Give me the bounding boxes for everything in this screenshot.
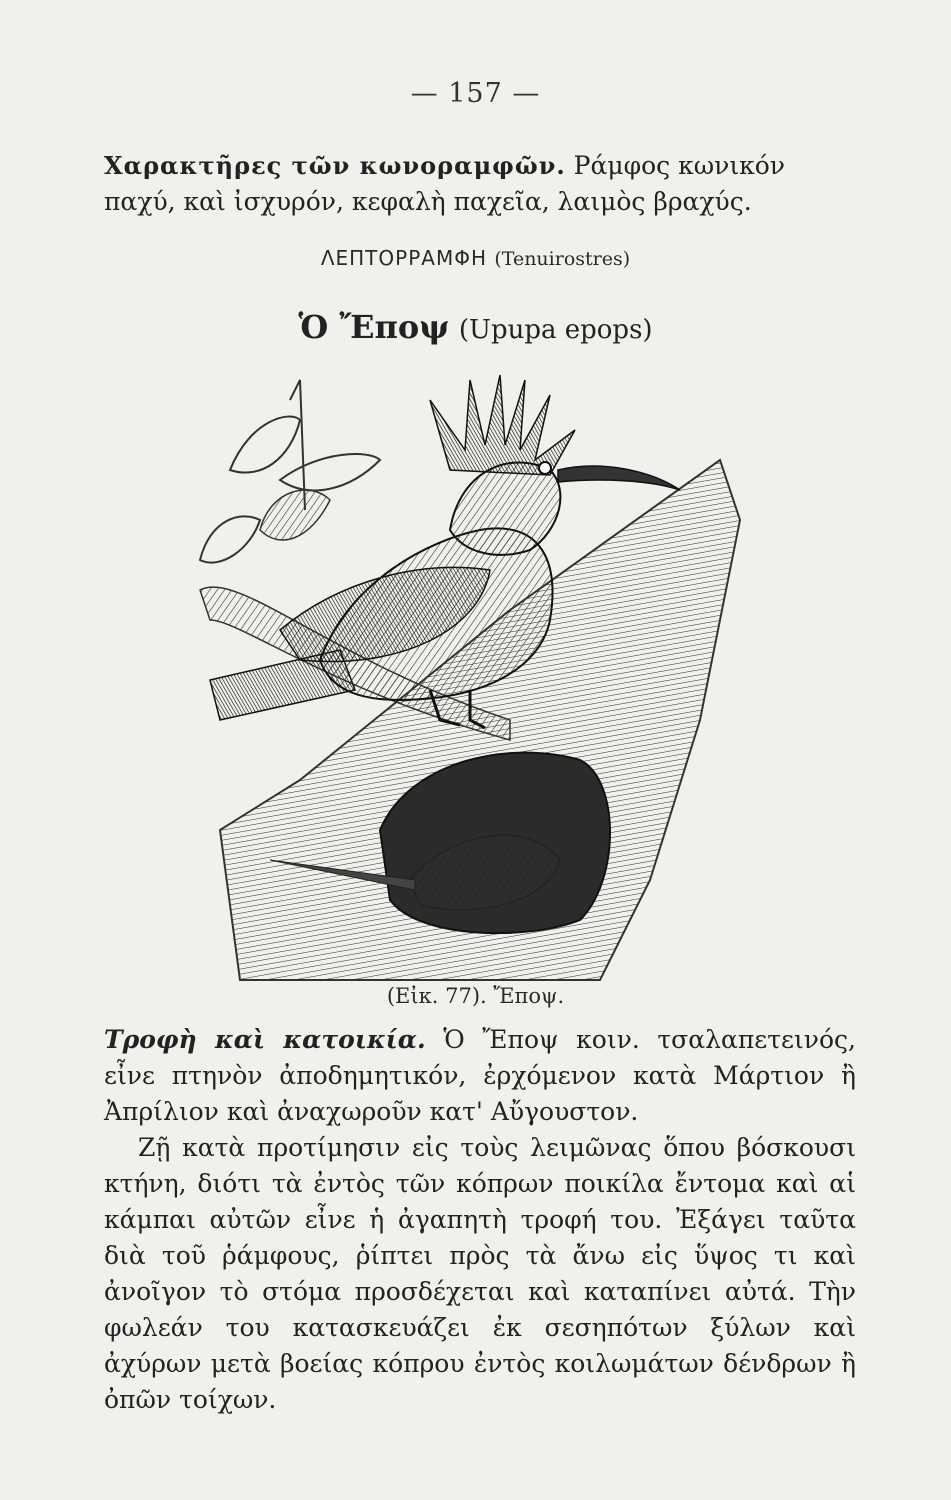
species-greek-name: Ὁ Ἔποψ <box>298 308 450 346</box>
page-number: — 157 — <box>410 78 541 109</box>
leaf <box>280 454 380 490</box>
figure-caption: (Εἰκ. 77). Ἔποψ. <box>386 984 565 1008</box>
hoopoe-illustration <box>180 360 760 988</box>
species-latin-name: (Upupa epops) <box>458 315 653 345</box>
paragraph-text: Ράμφος κωνικόν παχύ, καὶ ἰσχυρόν, κεφαλὴ παχεῖα, λαιμὸς βραχύς. <box>104 151 785 216</box>
hoopoe-engraving <box>180 360 760 988</box>
bird-beak <box>558 466 680 490</box>
paragraph-heading: Χαρακτῆρες τῶν κωνοραμφῶν. <box>104 151 566 180</box>
paragraph-characteristics <box>104 148 856 220</box>
order-greek: ΛΕΠΤΟΡΡΑΜΦΗ <box>320 246 487 270</box>
paragraph-text: Ὁ Ἔποψ κοιν. τσαλαπετεινός, εἶνε πτηνὸν ἀποδημητικόν, ἐρχόμενον κατὰ Μάρτιον ἢ Ἀπρίλιον καὶ ἀναχωροῦν κατ' Αὔγουστον. <box>104 1025 856 1126</box>
leaf <box>200 516 260 562</box>
order-latin: (Tenuirostres) <box>494 248 631 270</box>
paragraph-behavior: Ζῇ κατὰ προτίμησιν εἰς τοὺς λειμῶνας ὅπου βόσκουσι κτήνη, διότι τὰ ἐντὸς τῶν κόπρων ποικίλα ἔντομα καὶ αἱ κάμπαι αὐτῶν εἶνε ἡ ἀγαπητὴ τροφή του. Ἐξάγει ταῦτα διὰ τοῦ ῥάμφους, ῥίπτει πρὸς τὰ ἄνω εἰς ὕψος τι καὶ ἀνοῖγον τὸ στόμα προσδέχεται καὶ καταπίνει αὐτά. Τὴν φωλεάν του κατασκευάζει ἐκ σεσηπότων ξύλων καὶ ἀχύρων μετὰ βοείας κόπρου ἐντὸς κοιλωμάτων δένδρων ἢ ὀπῶν τοίχων. <box>104 1133 856 1414</box>
species-title <box>0 308 951 346</box>
order-heading <box>0 246 951 270</box>
bird-eye <box>539 462 551 474</box>
leaf <box>260 490 330 540</box>
leaf <box>230 417 300 473</box>
paragraph-heading: Τροφὴ καὶ κατοικία. <box>104 1025 426 1054</box>
bird-crest <box>430 375 575 475</box>
bird-head <box>450 463 560 555</box>
paragraph-food-habitat <box>104 1022 856 1130</box>
